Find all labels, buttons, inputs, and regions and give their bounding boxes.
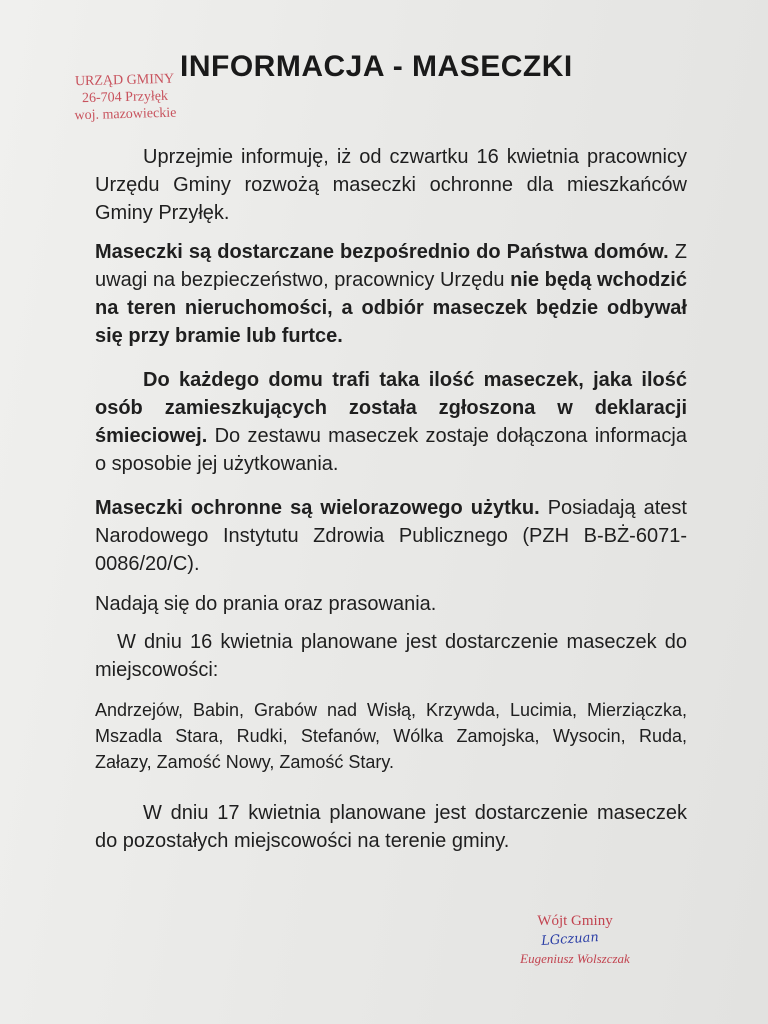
delivery-normal-1: Z uwagi na bezpieczeństwo, pracownicy Urzędu [95, 241, 687, 291]
quantity-normal: Do zestawu maseczek zostaje dołączona informacja o sposobie jej użytkowania. [95, 425, 687, 475]
office-stamp [49, 70, 200, 125]
delivery-bold-2: nie będą wchodzić na teren nieruchomości, a odbiór maseczek będzie odbywał się przy bramie lub furtce. [95, 269, 687, 347]
stamp-line-2: 26-704 Przyłęk [81, 88, 169, 107]
stamp-line-1: URZĄD GMINY [74, 71, 175, 90]
april-17-text: W dniu 17 kwietnia planowane jest dostarczenie maseczek do pozostałych miejscowości na terenie gminy. [95, 802, 687, 852]
paragraph-intro [95, 143, 687, 227]
signature-role: Wójt Gminy [537, 913, 613, 929]
delivery-bold-1: Maseczki są dostarczane bezpośrednio do Państwa domów. [95, 241, 669, 263]
paragraph-reusable [95, 494, 687, 578]
paragraph-washing [95, 590, 687, 618]
paragraph-april-17 [95, 799, 687, 855]
paragraph-quantity [95, 366, 687, 478]
paragraph-localities [95, 697, 687, 775]
reusable-bold: Maseczki ochronne są wielorazowego użytku. [95, 497, 540, 519]
localities-text: Andrzejów, Babin, Grabów nad Wisłą, Krzywda, Lucimia, Mierziączka, Mszadla Stara, Rudki, Stefanów, Wólka Zamojska, Wysocin, Ruda, Załazy, Zamość Nowy, Zamość Stary. [95, 700, 687, 772]
reusable-normal: Posiadają atest Narodowego Instytutu Zdrowia Publicznego (PZH B-BŻ-6071-0086/20/C). [95, 497, 687, 575]
paragraph-intro-text: Uprzejmie informuję, iż od czwartku 16 kwietnia pracownicy Urzędu Gminy rozwożą maseczki ochronne dla mieszkańców Gminy Przyłęk. [95, 146, 687, 224]
paragraph-april-16 [95, 628, 687, 684]
signature-block [500, 912, 650, 968]
stamp-line-3: woj. mazowieckie [74, 105, 177, 124]
april-16-text: W dniu 16 kwietnia planowane jest dostarczenie maseczek do miejscowości: [95, 631, 687, 681]
quantity-bold: Do każdego domu trafi taka ilość maseczek, jaka ilość osób zamieszkujących została zgłoszona w deklaracji śmieciowej. [95, 369, 687, 447]
page-title: INFORMACJA - MASECZKI [180, 50, 573, 83]
handwritten-signature: LGczuan [540, 930, 600, 949]
washing-text: Nadają się do prania oraz prasowania. [95, 593, 437, 615]
paragraph-delivery [95, 238, 687, 350]
signature-name: Eugeniusz Wolszczak [520, 951, 630, 966]
